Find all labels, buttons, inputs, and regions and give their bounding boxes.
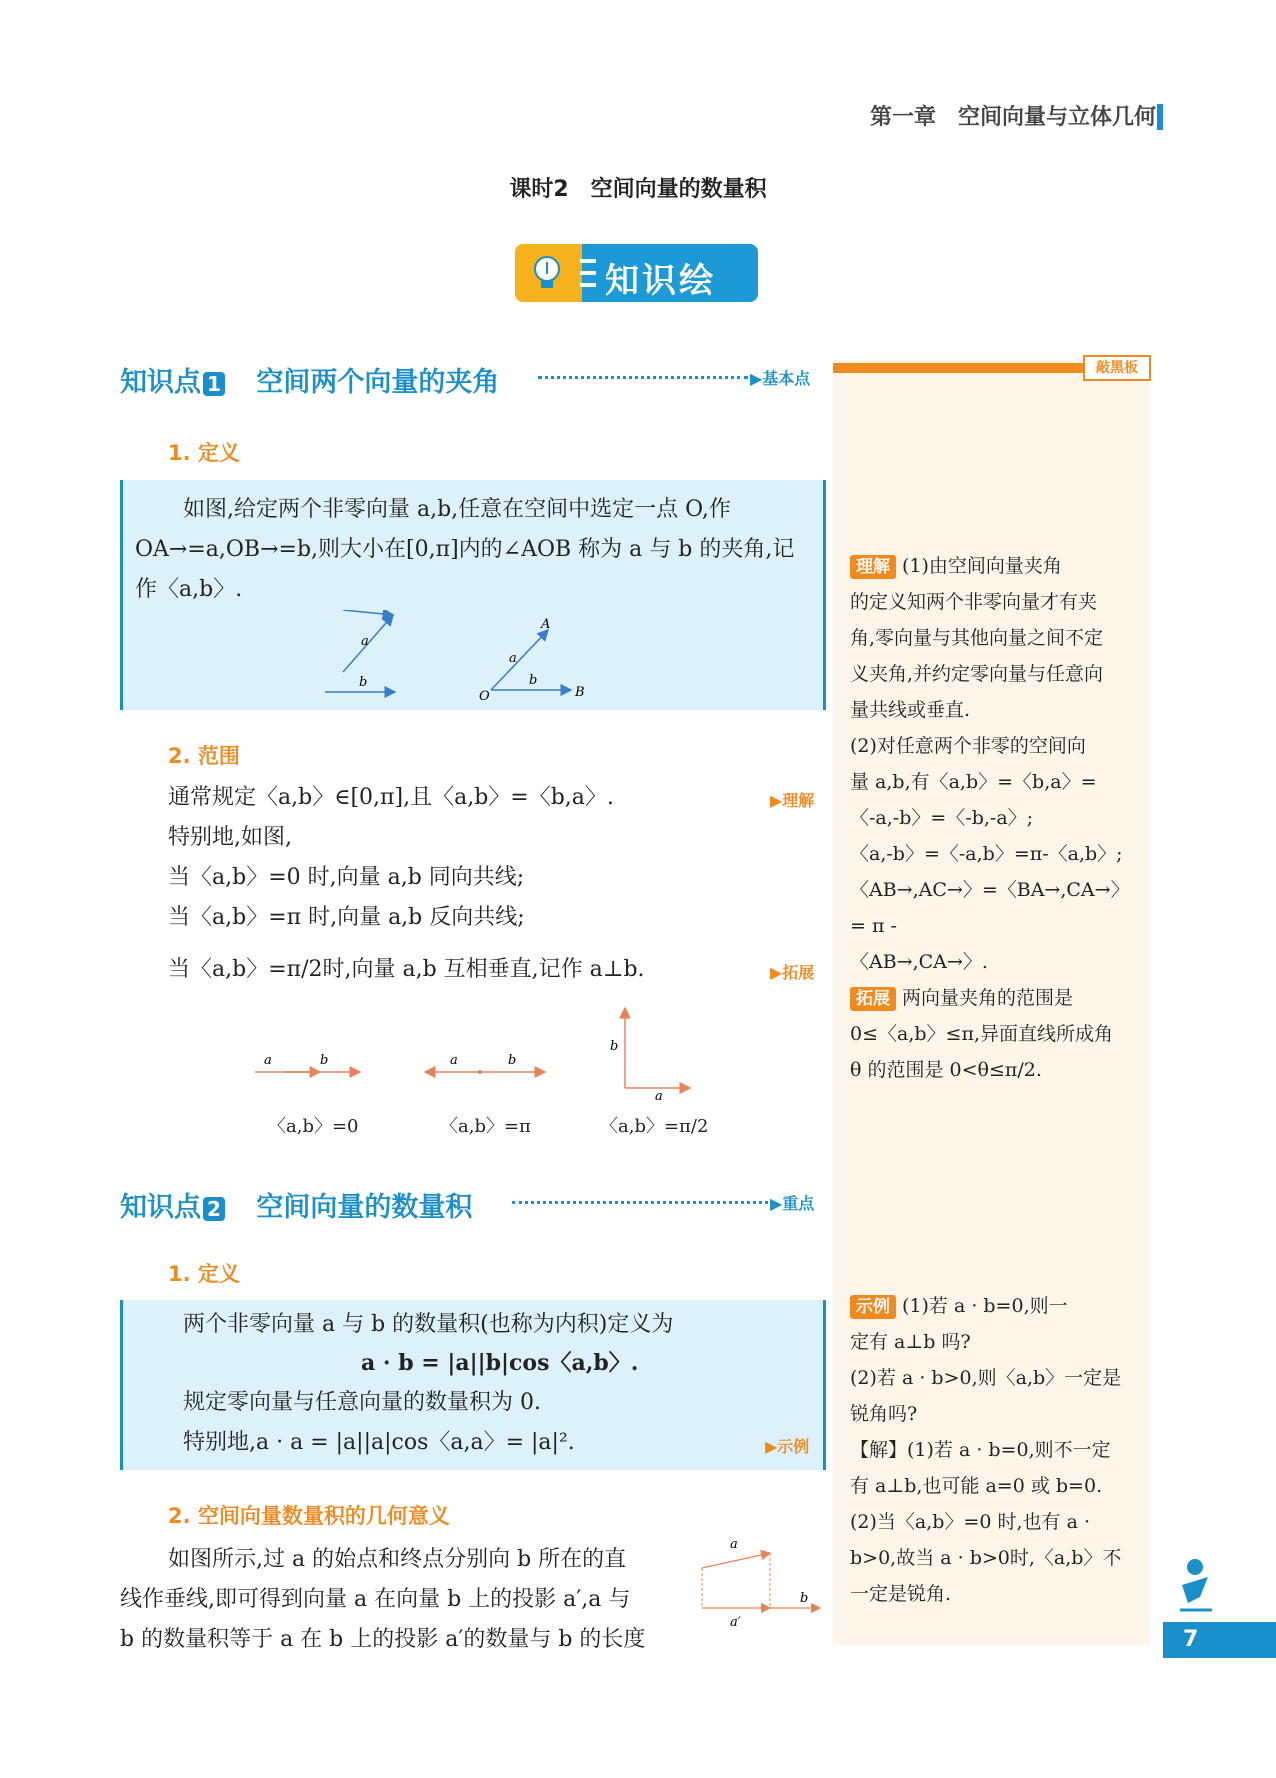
caption-half-pi: 〈a,b〉=π/2 xyxy=(600,1116,709,1137)
range-line-4: 当〈a,b〉=π 时,向量 a,b 反向共线; xyxy=(168,905,525,930)
svg-text:b: b xyxy=(529,673,538,688)
sidebar-example: 示例 (1)若 a · b=0,则一 定有 a⊥b 吗? (2)若 a · b>0,则〈a,b〉一定是 锐角吗? 【解】(1)若 a · b=0,则不一定 有 a⊥b,也可能 a=0 或 b=0. (2)当〈a,b〉=0 时,也有 a · b>0,故当 a · b>0时,〈a,b〉不 一定是锐角. xyxy=(850,1295,1122,1605)
svg-text:b: b xyxy=(359,675,368,690)
kp2-geo-heading: 2. 空间向量数量积的几何意义 xyxy=(168,1504,450,1528)
svg-text:a′: a′ xyxy=(730,1615,741,1630)
svg-text:a: a xyxy=(730,1537,738,1552)
svg-text:b: b xyxy=(610,1039,619,1054)
mascot-icon xyxy=(1170,1555,1220,1615)
kp1-def-box xyxy=(120,480,826,710)
svg-text:a: a xyxy=(509,651,517,666)
chapter-title: 第一章 空间向量与立体几何 xyxy=(869,105,1156,130)
sidebar-understand: 理解 (1)由空间向量夹角 的定义知两个非零向量才有夹 角,零向量与其他向量之间不定 义夹角,并约定零向量与任意向 量共线或垂直. (2)对任意两个非零的空间向 量 a,b,有〈a,b〉=〈b,a〉= 〈-a,-b〉=〈-b,-a〉; 〈a,-b〉=〈-a,b〉=π-〈a,b〉; 〈AB→,AC→〉=〈BA→,CA→〉= π - 〈AB→,CA→〉. xyxy=(850,555,1130,973)
kp2-heading: 知识点 2 空间向量的数量积 xyxy=(120,1192,473,1223)
chapter-bar xyxy=(1157,104,1163,130)
svg-text:b: b xyxy=(320,1053,329,1068)
range-line-3: 当〈a,b〉=0 时,向量 a,b 同向共线; xyxy=(168,865,525,890)
kp2-def-formula: a · b = |a||b|cos〈a,b〉. xyxy=(361,1350,639,1376)
kp1-heading: 知识点 1 空间两个向量的夹角 xyxy=(120,367,500,398)
range-tag-understand: ▶理解 xyxy=(770,791,815,810)
range-line-1: 通常规定〈a,b〉∈[0,π],且〈a,b〉=〈b,a〉. xyxy=(168,785,614,810)
kp1-range-heading: 2. 范围 xyxy=(168,744,240,768)
kp1-def-heading: 1. 定义 xyxy=(168,441,240,465)
kp2-def-line4: 特别地,a · a = |a||a|cos〈a,a〉= |a|². xyxy=(183,1430,575,1455)
example-label: 示例 xyxy=(850,1295,896,1319)
projection-figure xyxy=(690,1528,825,1633)
kp2-tag: ▶重点 xyxy=(770,1194,815,1213)
svg-text:a: a xyxy=(450,1053,458,1068)
range-line-5: 当〈a,b〉=π/2时,向量 a,b 互相垂直,记作 a⊥b. xyxy=(168,957,645,982)
kp2-def-tag: ▶示例 xyxy=(765,1437,810,1456)
sidebar-top-bar xyxy=(833,363,1083,373)
kp2-leader-dots xyxy=(512,1201,768,1204)
geo-line-3: b 的数量积等于 a 在 b 上的投影 a′的数量与 b 的长度 xyxy=(120,1627,646,1652)
kp2-def-box xyxy=(120,1300,826,1470)
sidebar-extend: 拓展 两向量夹角的范围是 0≤〈a,b〉≤π,异面直线所成角 θ 的范围是 0<θ≤π/2. xyxy=(850,987,1113,1081)
banner-title: 知识绘 xyxy=(605,261,716,301)
range-tag-extend: ▶拓展 xyxy=(770,963,815,982)
caption-zero: 〈a,b〉=0 xyxy=(268,1116,359,1137)
kp2-def-heading: 1. 定义 xyxy=(168,1262,240,1286)
kp1-def-line1: 如图,给定两个非零向量 a,b,任意在空间中选定一点 O,作 xyxy=(183,497,731,522)
svg-text:a: a xyxy=(264,1053,272,1068)
sidebar-tag: 敲黑板 xyxy=(1083,355,1151,381)
geo-line-1: 如图所示,过 a 的始点和终点分别向 b 所在的直 xyxy=(168,1547,627,1572)
svg-text:a: a xyxy=(361,634,369,649)
range-line-2: 特别地,如图, xyxy=(168,825,292,850)
angle-figure xyxy=(323,610,623,700)
page-number: 7 xyxy=(1163,1622,1276,1658)
svg-text:B: B xyxy=(575,685,585,700)
lesson-title: 课时2 空间向量的数量积 xyxy=(509,177,767,202)
list-icon xyxy=(580,256,600,292)
range-figures xyxy=(250,1000,710,1100)
kp2-def-line1: 两个非零向量 a 与 b 的数量积(也称为内积)定义为 xyxy=(183,1312,674,1337)
extend-label: 拓展 xyxy=(850,987,896,1011)
knowledge-banner xyxy=(515,244,758,302)
caption-pi: 〈a,b〉=π xyxy=(440,1116,531,1137)
svg-text:A: A xyxy=(541,617,551,632)
kp1-tag: ▶基本点 xyxy=(750,369,811,388)
kp1-leader-dots xyxy=(538,376,748,379)
geo-line-2: 线作垂线,即可得到向量 a 在向量 b 上的投影 a′,a 与 xyxy=(120,1587,631,1612)
svg-text:O: O xyxy=(479,689,490,700)
kp2-def-line3: 规定零向量与任意向量的数量积为 0. xyxy=(183,1390,541,1415)
lightbulb-icon xyxy=(527,252,573,294)
kp1-def-line2: OA→=a,OB→=b,则大小在[0,π]内的∠AOB 称为 a 与 b 的夹角,记 xyxy=(135,537,795,562)
svg-text:b: b xyxy=(800,1591,809,1606)
kp1-def-line3: 作〈a,b〉. xyxy=(135,577,243,602)
understand-label: 理解 xyxy=(850,555,896,579)
svg-text:b: b xyxy=(508,1053,517,1068)
svg-text:a: a xyxy=(655,1089,663,1100)
